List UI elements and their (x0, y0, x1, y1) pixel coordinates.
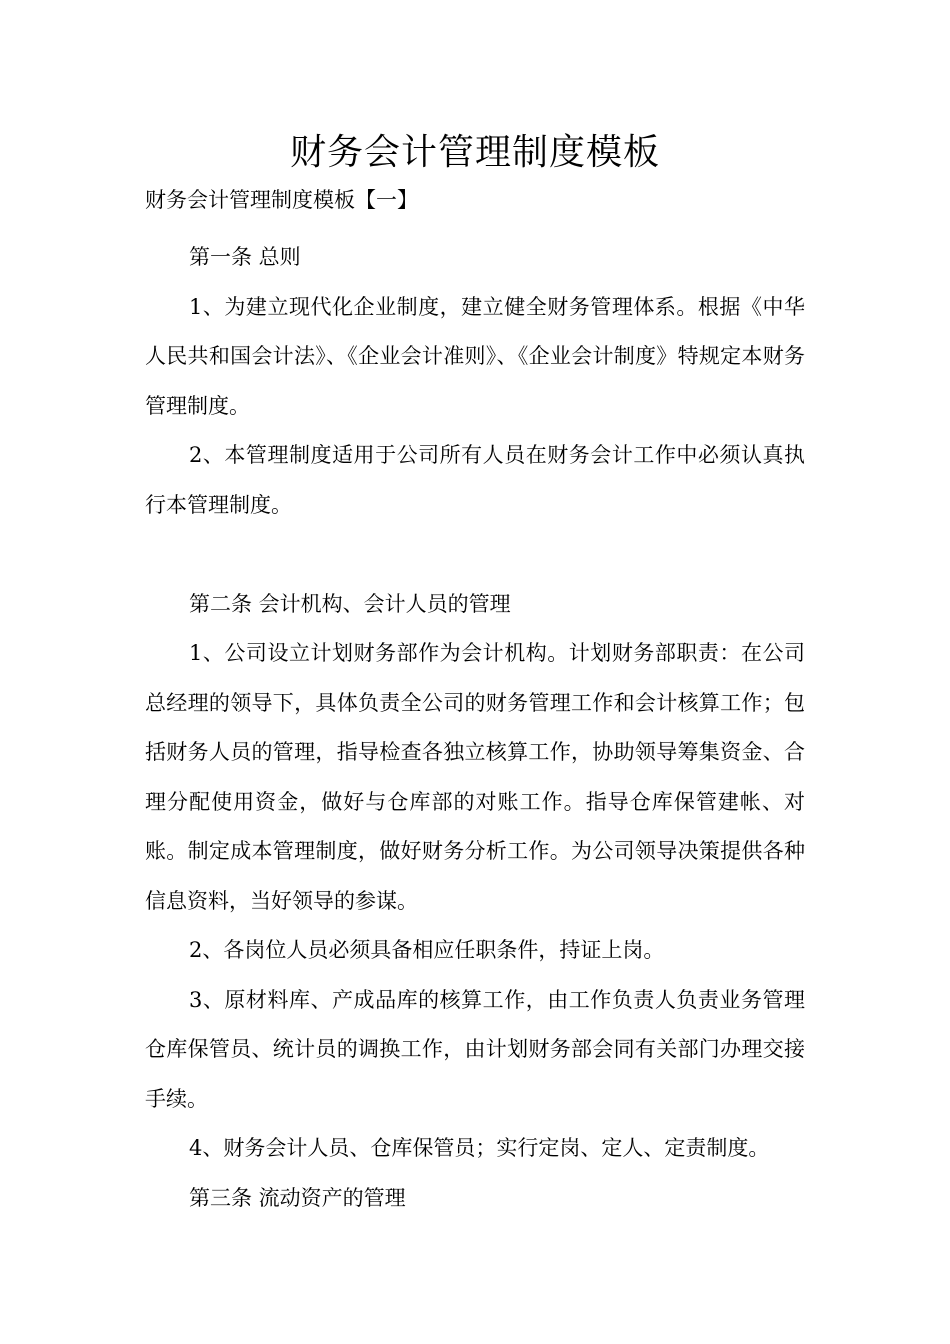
document-subtitle: 财务会计管理制度模板【一】 (145, 188, 418, 212)
paragraph: 3、原材料库、产成品库的核算工作，由工作负责人负责业务管理仓库保管员、统计员的调换工作，由计划财务部会同有关部门办理交接手续。 (145, 987, 805, 1111)
section-heading-1: 第一条 总则 (189, 245, 301, 269)
paragraph: 2、各岗位人员必须具备相应任职条件，持证上岗。 (189, 938, 665, 962)
document-title: 财务会计管理制度模板 (289, 132, 660, 173)
section-heading-2: 第二条 会计机构、会计人员的管理 (189, 591, 511, 616)
paragraph: 2、本管理制度适用于公司所有人员在财务会计工作中必须认真执行本管理制度。 (145, 443, 805, 517)
paragraph: 4、财务会计人员、仓库保管员；实行定岗、定人、定责制度。 (189, 1136, 770, 1160)
paragraph: 1、公司设立计划财务部作为会计机构。计划财务部职责：在公司总经理的领导下，具体负责全公司的财务管理工作和会计核算工作；包括财务人员的管理，指导检查各独立核算工作，协助领导筹集资金、合理分配使用资金，做好与仓库部的对账工作。指导仓库保管建帐、对账。制定成本管理制度，做好财务分析工作。为公司领导决策提供各种信息资料，当好领导的参谋。 (145, 641, 805, 913)
blank-line (145, 530, 805, 580)
document-body (145, 233, 805, 1223)
paragraph: 1、为建立现代化企业制度，建立健全财务管理体系。根据《中华人民共和国会计法》、《企业会计准则》、《企业会计制度》特规定本财务管理制度。 (145, 294, 805, 418)
section-heading-3: 第三条 流动资产的管理 (189, 1185, 406, 1210)
